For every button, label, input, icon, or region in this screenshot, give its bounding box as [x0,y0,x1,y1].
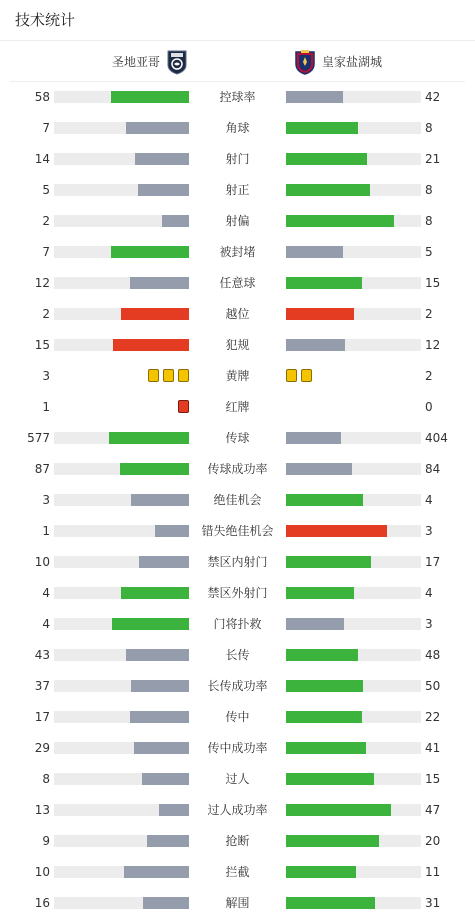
away-bar-track [286,525,421,537]
home-stat-value: 1 [42,400,50,414]
stat-label: 长传 [225,648,250,662]
away-bar-track [286,835,421,847]
away-stat-value: 8 [425,121,433,135]
away-stat-value: 50 [425,679,441,693]
home-bar-track [54,866,189,878]
home-bar-track [54,556,189,568]
away-stat-value: 20 [425,834,441,848]
home-bar-track [54,463,189,475]
home-bar-fill [113,339,189,351]
stat-row [0,484,475,515]
stat-row [0,701,475,732]
away-bar-fill [286,835,379,847]
home-stat-value: 29 [34,741,50,755]
away-bar-track [286,587,421,599]
stat-label: 传球成功率 [207,462,268,476]
home-bar-track [54,432,189,444]
section-title: 技术统计 [15,11,76,29]
yellow-card-icon [148,369,159,382]
home-bar-fill [121,308,189,320]
home-stat-value: 577 [27,431,50,445]
away-bar-fill [286,773,374,785]
away-stat-value: 3 [425,617,433,631]
away-bar-track [286,680,421,692]
away-bar-fill [286,215,394,227]
stat-row [0,236,475,267]
stat-label: 传中 [225,710,250,724]
away-bar-track [286,649,421,661]
stat-label: 角球 [225,121,250,135]
away-bar-track [286,773,421,785]
stat-label: 越位 [225,307,250,321]
away-stat-value: 84 [425,462,441,476]
red-card-icon [178,400,189,413]
stat-row [0,732,475,763]
away-bar-fill [286,804,391,816]
away-bar-fill [286,308,354,320]
real-salt-lake-crest-icon [294,49,316,75]
home-stat-value: 13 [34,803,50,817]
away-bar-track [286,618,421,630]
away-bar-fill [286,866,356,878]
home-bar-track [54,215,189,227]
stat-label: 任意球 [219,276,256,290]
home-bar-track [54,122,189,134]
home-bar-fill [131,680,189,692]
home-stat-value: 2 [42,214,50,228]
home-stat-value: 37 [34,679,50,693]
stat-row [0,763,475,794]
home-stat-value: 3 [42,493,50,507]
home-bar-fill [162,215,189,227]
home-stat-value: 10 [34,865,50,879]
stat-row [0,670,475,701]
stat-row [0,267,475,298]
home-bar-fill [121,587,189,599]
home-bar-track [54,91,189,103]
home-cards [178,400,189,414]
away-stat-value: 2 [425,369,433,383]
home-stat-value: 16 [34,896,50,910]
away-stat-value: 3 [425,524,433,538]
home-stat-value: 2 [42,307,50,321]
away-bar-track [286,463,421,475]
home-bar-track [54,308,189,320]
yellow-card-icon [286,369,297,382]
stat-label: 绝佳机会 [213,493,262,507]
away-stat-value: 31 [425,896,441,910]
away-bar-fill [286,556,371,568]
away-stat-value: 47 [425,803,441,817]
home-bar-fill [159,804,189,816]
away-stat-value: 8 [425,214,433,228]
stat-row [0,422,475,453]
home-bar-fill [155,525,189,537]
away-stat-value: 41 [425,741,441,755]
home-cards [148,369,189,383]
away-bar-fill [286,122,358,134]
away-stat-value: 42 [425,90,441,104]
away-stat-value: 22 [425,710,441,724]
home-bar-track [54,339,189,351]
away-bar-fill [286,339,345,351]
away-team[interactable] [294,46,382,78]
away-bar-fill [286,618,344,630]
away-bar-fill [286,649,358,661]
home-bar-fill [138,184,189,196]
home-bar-fill [147,835,189,847]
home-bar-fill [111,91,189,103]
away-bar-track [286,897,421,909]
away-bar-track [286,308,421,320]
away-bar-track [286,742,421,754]
away-bar-fill [286,277,362,289]
away-bar-track [286,153,421,165]
home-stat-value: 7 [42,121,50,135]
away-stat-value: 15 [425,772,441,786]
home-bar-track [54,246,189,258]
stat-label: 抢断 [225,834,250,848]
home-bar-fill [120,463,189,475]
home-bar-track [54,587,189,599]
stat-row [0,174,475,205]
home-bar-fill [111,246,189,258]
away-bar-track [286,711,421,723]
stat-row [0,298,475,329]
home-bar-fill [126,122,189,134]
home-bar-track [54,525,189,537]
home-stat-value: 8 [42,772,50,786]
home-stat-value: 12 [34,276,50,290]
home-bar-track [54,153,189,165]
away-bar-track [286,215,421,227]
home-bar-fill [142,773,189,785]
home-bar-track [54,897,189,909]
stat-row [0,639,475,670]
home-stat-value: 15 [34,338,50,352]
home-bar-fill [130,711,189,723]
stat-row [0,577,475,608]
stat-label: 长传成功率 [207,679,268,693]
away-stat-value: 2 [425,307,433,321]
home-stat-value: 87 [34,462,50,476]
away-bar-fill [286,587,354,599]
divider [0,40,475,41]
stat-row [0,887,475,918]
away-bar-fill [286,246,343,258]
away-bar-track [286,91,421,103]
home-bar-track [54,773,189,785]
away-stat-value: 404 [425,431,448,445]
home-bar-track [54,711,189,723]
home-bar-fill [109,432,189,444]
away-bar-track [286,556,421,568]
stats-list [0,81,475,918]
home-bar-fill [143,897,189,909]
yellow-card-icon [178,369,189,382]
home-bar-fill [112,618,189,630]
away-stat-value: 21 [425,152,441,166]
away-bar-fill [286,742,366,754]
stat-label: 传球 [225,431,250,445]
away-bar-track [286,246,421,258]
away-stat-value: 0 [425,400,433,414]
away-bar-track [286,184,421,196]
stat-label: 过人成功率 [207,803,268,817]
home-bar-track [54,618,189,630]
home-bar-track [54,742,189,754]
home-team-name: 圣地亚哥 [111,55,160,69]
stat-label: 错失绝佳机会 [201,524,274,538]
san-diego-fc-crest-icon [166,49,188,75]
away-bar-track [286,432,421,444]
stat-row [0,81,475,112]
away-bar-fill [286,184,370,196]
away-bar-fill [286,711,362,723]
home-stat-value: 58 [34,90,50,104]
home-stat-value: 9 [42,834,50,848]
away-bar-fill [286,680,363,692]
away-bar-fill [286,153,367,165]
away-bar-fill [286,494,363,506]
stat-row [0,329,475,360]
away-bar-track [286,494,421,506]
away-stat-value: 11 [425,865,441,879]
home-bar-track [54,494,189,506]
home-bar-fill [130,277,189,289]
teams-header [0,46,475,78]
away-bar-track [286,804,421,816]
stat-row [0,205,475,236]
home-stat-value: 3 [42,369,50,383]
stat-label: 控球率 [219,90,256,104]
stat-row [0,856,475,887]
away-team-name: 皇家盐湖城 [322,55,383,69]
stat-row [0,112,475,143]
away-bar-fill [286,897,375,909]
stat-label: 被封堵 [219,245,256,259]
home-stat-value: 1 [42,524,50,538]
home-bar-track [54,835,189,847]
stat-row [0,794,475,825]
home-stat-value: 14 [34,152,50,166]
away-bar-fill [286,463,352,475]
away-bar-track [286,122,421,134]
stat-label: 犯规 [225,338,250,352]
stat-label: 门将扑救 [213,617,262,631]
stat-row [0,360,475,391]
stat-row [0,608,475,639]
stat-row [0,546,475,577]
away-stat-value: 17 [425,555,441,569]
stat-label: 红牌 [225,400,250,414]
home-bar-track [54,680,189,692]
away-bar-fill [286,91,343,103]
away-bar-track [286,866,421,878]
yellow-card-icon [301,369,312,382]
stat-label: 射偏 [225,214,250,228]
home-bar-fill [135,153,189,165]
home-stat-value: 5 [42,183,50,197]
stat-label: 解围 [225,896,250,910]
away-stat-value: 4 [425,586,433,600]
home-stat-value: 4 [42,586,50,600]
away-bar-fill [286,432,341,444]
home-bar-fill [131,494,189,506]
away-stat-value: 15 [425,276,441,290]
away-bar-track [286,339,421,351]
home-stat-value: 7 [42,245,50,259]
home-bar-fill [134,742,189,754]
home-team[interactable] [112,46,188,78]
away-stat-value: 4 [425,493,433,507]
stat-label: 传中成功率 [207,741,268,755]
stat-label: 禁区内射门 [207,555,268,569]
home-stat-value: 10 [34,555,50,569]
home-stat-value: 17 [34,710,50,724]
home-bar-track [54,649,189,661]
away-bar-track [286,277,421,289]
stat-row [0,143,475,174]
yellow-card-icon [163,369,174,382]
home-stat-value: 4 [42,617,50,631]
home-bar-track [54,804,189,816]
away-stat-value: 8 [425,183,433,197]
stat-row [0,453,475,484]
away-bar-fill [286,525,387,537]
away-cards [286,369,312,383]
stat-label: 过人 [225,772,250,786]
stat-row [0,515,475,546]
home-bar-fill [126,649,189,661]
home-stat-value: 43 [34,648,50,662]
stat-row [0,391,475,422]
stat-label: 射门 [225,152,250,166]
away-stat-value: 48 [425,648,441,662]
home-bar-fill [139,556,189,568]
stat-label: 射正 [225,183,250,197]
stat-label: 黄牌 [225,369,250,383]
away-stat-value: 12 [425,338,441,352]
stat-label: 禁区外射门 [207,586,268,600]
away-stat-value: 5 [425,245,433,259]
home-bar-track [54,277,189,289]
home-bar-fill [124,866,189,878]
home-bar-track [54,184,189,196]
stat-row [0,825,475,856]
stat-label: 拦截 [225,865,250,879]
